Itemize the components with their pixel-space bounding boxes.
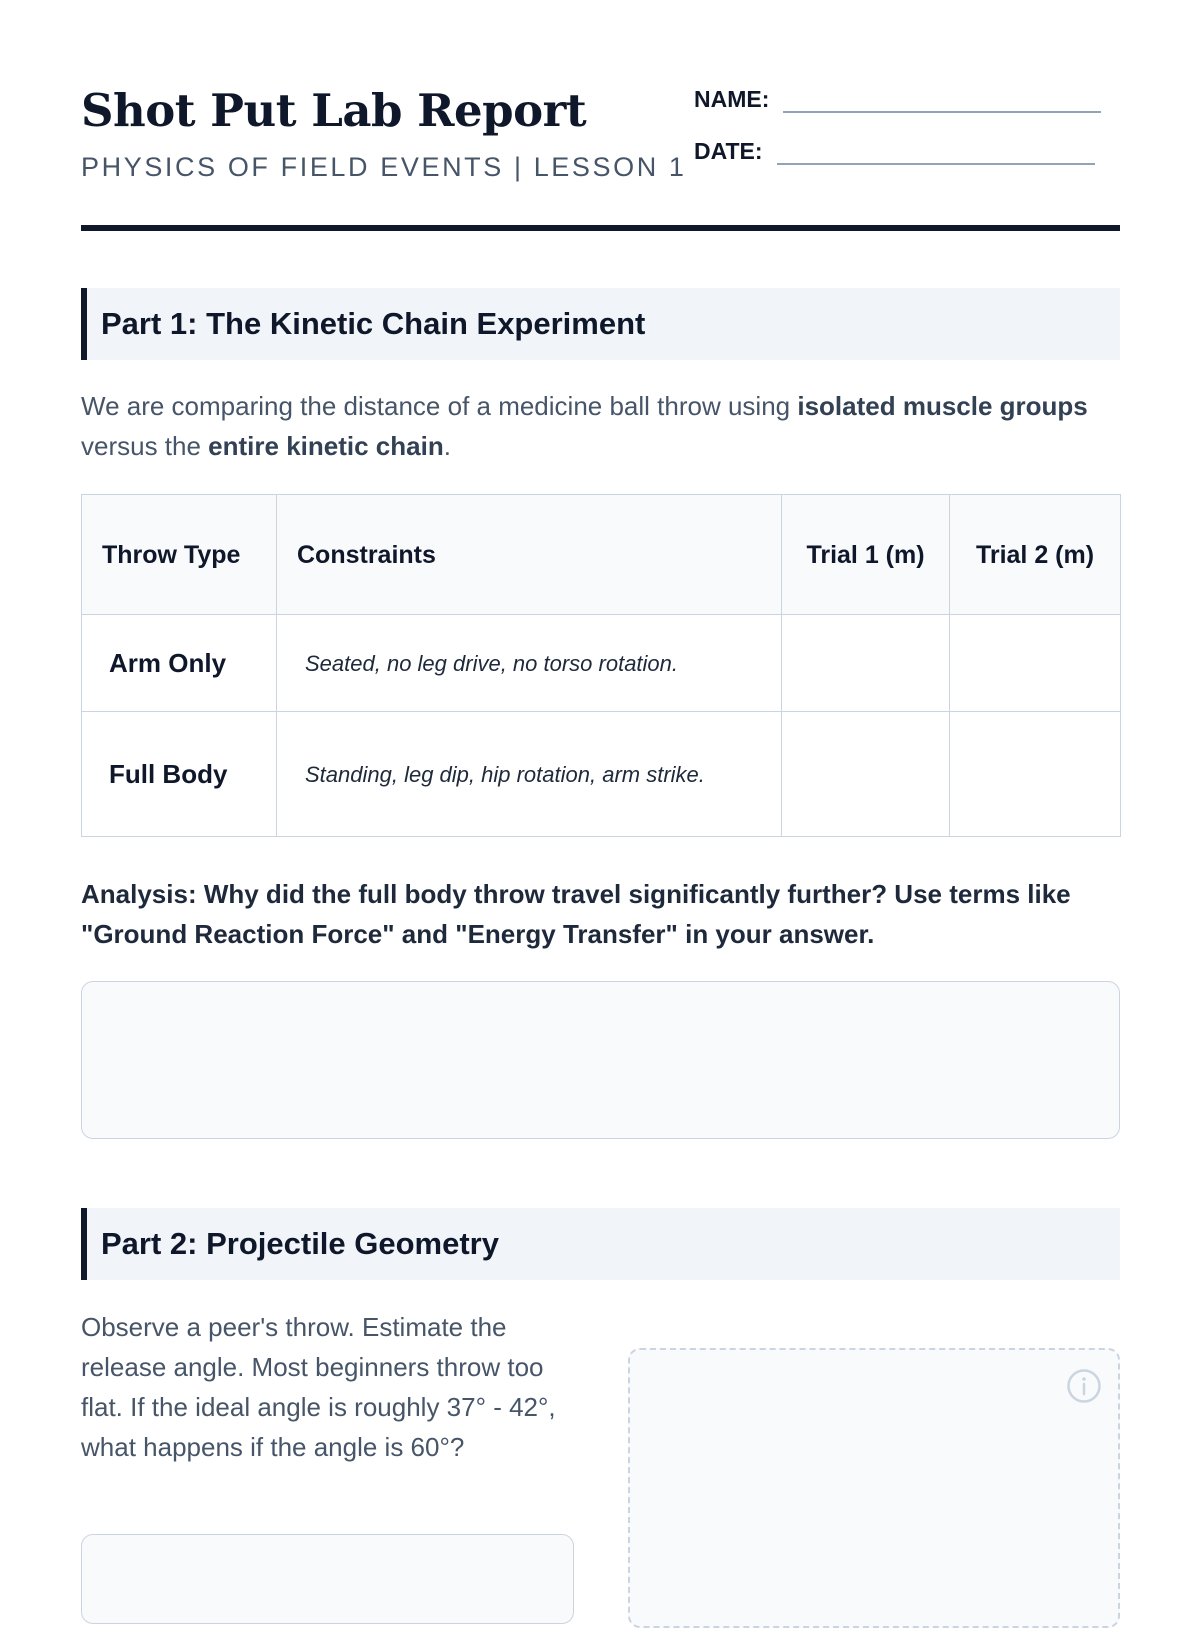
report-title: Shot Put Lab Report [81, 84, 587, 137]
constraint-cell: Standing, leg dip, hip rotation, arm strike. [277, 712, 782, 837]
table-row [82, 615, 1121, 712]
part2-heading: Part 2: Projectile Geometry [101, 1226, 499, 1261]
date-input-line[interactable] [777, 143, 1095, 165]
trial-1-entry-cell[interactable] [782, 712, 950, 837]
intro-text-1: We are comparing the distance of a medicine ball throw using [81, 391, 798, 421]
info-icon [1066, 1368, 1102, 1404]
name-field-row [694, 86, 1101, 113]
throw-type-cell: Arm Only [82, 615, 277, 712]
intro-text-3: . [443, 431, 451, 461]
intro-bold-1: isolated muscle groups [797, 391, 1088, 421]
part2-heading-bar [81, 1208, 1120, 1280]
table-header-row [82, 495, 1121, 615]
part1-intro [81, 386, 1120, 466]
intro-bold-2: entire kinetic chain [208, 431, 444, 461]
name-input-line[interactable] [783, 91, 1101, 113]
header-divider [81, 225, 1120, 231]
throw-type-cell: Full Body [82, 712, 277, 837]
name-label: NAME: [694, 86, 770, 112]
date-field-row [694, 138, 1095, 165]
table-row [82, 712, 1121, 837]
col-header-constraints: Constraints [277, 495, 782, 615]
trial-2-entry-cell[interactable] [950, 712, 1121, 837]
sketch-area[interactable] [628, 1348, 1120, 1628]
report-header [81, 80, 1120, 230]
col-header-throw-type: Throw Type [82, 495, 277, 615]
part2-prompt: Observe a peer's throw. Estimate the release angle. Most beginners throw too flat. If the ideal angle is roughly 37° - 42°, what happens if the angle is 60°? [81, 1312, 556, 1462]
part1-heading-bar [81, 288, 1120, 360]
throw-results-table [81, 494, 1121, 837]
report-subtitle: PHYSICS OF FIELD EVENTS | LESSON 1 [81, 152, 687, 182]
trial-2-entry-cell[interactable] [950, 615, 1121, 712]
part2-answer-box[interactable] [81, 1534, 574, 1624]
analysis-question: Analysis: Why did the full body throw travel significantly further? Use terms like "Ground Reaction Force" and "Energy Transfer" in your answer. [81, 879, 1071, 949]
analysis-answer-box[interactable] [81, 981, 1120, 1139]
trial-1-entry-cell[interactable] [782, 615, 950, 712]
part1-heading: Part 1: The Kinetic Chain Experiment [101, 306, 646, 341]
date-label: DATE: [694, 138, 763, 164]
col-header-trial-2: Trial 2 (m) [950, 495, 1121, 615]
col-header-trial-1: Trial 1 (m) [782, 495, 950, 615]
constraint-cell: Seated, no leg drive, no torso rotation. [277, 615, 782, 712]
intro-text-2: versus the [81, 431, 209, 461]
